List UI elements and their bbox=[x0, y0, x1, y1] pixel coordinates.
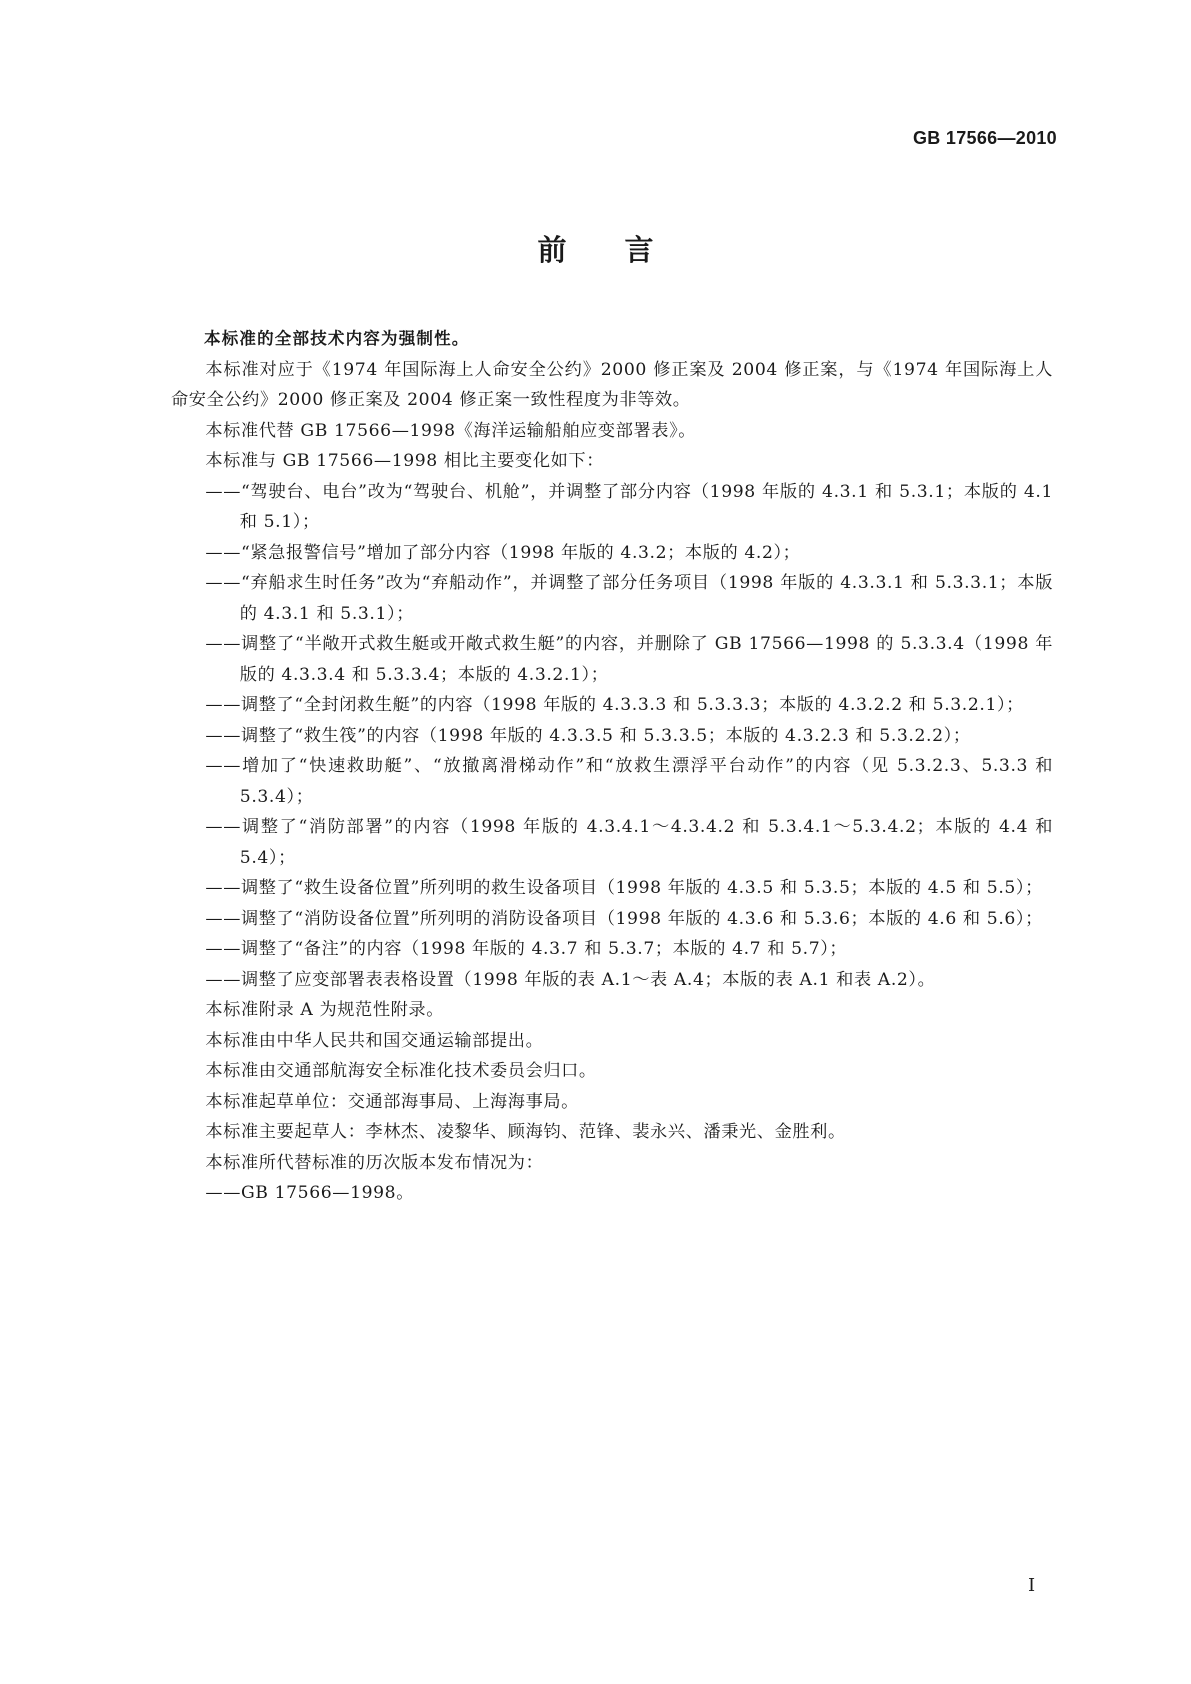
paragraph-annex: 本标准附录 A 为规范性附录。 bbox=[205, 1000, 444, 1020]
page-title: 前言 bbox=[537, 233, 712, 267]
list-item: ——调整了“备注”的内容（1998 年版的 4.3.7 和 5.3.7；本版的 4.7 和 5.7）； bbox=[205, 939, 848, 959]
list-item: ——调整了“消防部署”的内容（1998 年版的 4.3.4.1～4.3.4.2 和 5.3.4.1～5.3.4.2；本版的 4.4 和 5.4）； bbox=[205, 817, 1053, 868]
paragraph-changes-intro: 本标准与 GB 17566—1998 相比主要变化如下： bbox=[205, 451, 604, 471]
mandatory-statement: 本标准的全部技术内容为强制性。 bbox=[204, 329, 470, 348]
paragraph-drafters: 本标准主要起草人：李林杰、凌黎华、顾海钧、范锋、裴永兴、潘秉光、金胜利。 bbox=[205, 1122, 846, 1142]
paragraph-committee: 本标准由交通部航海安全标准化技术委员会归口。 bbox=[205, 1061, 597, 1081]
paragraph-proposer: 本标准由中华人民共和国交通运输部提出。 bbox=[205, 1030, 544, 1051]
list-item: ——调整了“救生筏”的内容（1998 年版的 4.3.3.5 和 5.3.3.5；本版的 4.3.2.3 和 5.3.2.2）； bbox=[205, 725, 971, 746]
standard-number: GB 17566—2010 bbox=[913, 128, 1057, 148]
list-item: ——“弃船求生时任务”改为“弃船动作”，并调整了部分任务项目（1998 年版的 4.3.3.1 和 5.3.3.1；本版的 4.3.1 和 5.3.1）； bbox=[205, 573, 1053, 624]
list-item: ——GB 17566—1998。 bbox=[205, 1183, 414, 1203]
list-item: ——调整了应变部署表表格设置（1998 年版的表 A.1～表 A.4；本版的表 A.1 和表 A.2）。 bbox=[205, 969, 936, 990]
list-item: ——“紧急报警信号”增加了部分内容（1998 年版的 4.3.2；本版的 4.2）； bbox=[205, 542, 801, 563]
paragraph-replaces: 本标准代替 GB 17566—1998《海洋运输船舶应变部署表》。 bbox=[205, 420, 697, 441]
list-item: ——调整了“救生设备位置”所列明的救生设备项目（1998 年版的 4.3.5 和 5.3.5；本版的 4.5 和 5.5）； bbox=[205, 878, 1043, 898]
page-number: I bbox=[1028, 1575, 1036, 1596]
list-item: ——“驾驶台、电台”改为“驾驶台、机舱”，并调整了部分内容（1998 年版的 4.3.1 和 5.3.1；本版的 4.1 和 5.1）； bbox=[205, 481, 1053, 532]
list-item: ——增加了“快速救助艇”、“放撤离滑梯动作”和“放救生漂浮平台动作”的内容（见 5.3.2.3、5.3.3 和 5.3.4）； bbox=[205, 756, 1053, 807]
paragraph-correspondence: 本标准对应于《1974 年国际海上人命安全公约》2000 修正案及 2004 修正案，与《1974 年国际海上人命安全公约》2000 修正案及 2004 修正案一致性程度为非等效。 bbox=[171, 359, 1053, 410]
list-item: ——调整了“消防设备位置”所列明的消防设备项目（1998 年版的 4.3.6 和 5.3.6；本版的 4.6 和 5.6）； bbox=[205, 908, 1043, 929]
list-item: ——调整了“半敞开式救生艇或开敞式救生艇”的内容，并删除了 GB 17566—1998 的 5.3.3.4（1998 年版的 4.3.3.4 和 5.3.3.4；本版的 4.3.2.1）； bbox=[205, 634, 1053, 685]
list-item: ——调整了“全封闭救生艇”的内容（1998 年版的 4.3.3.3 和 5.3.3.3；本版的 4.3.2.2 和 5.3.2.1）； bbox=[205, 695, 1024, 715]
previous-versions-list bbox=[171, 1178, 1053, 1209]
changes-list bbox=[171, 477, 1053, 996]
paragraph-history-intro: 本标准所代替标准的历次版本发布情况为： bbox=[205, 1152, 544, 1173]
document-body bbox=[171, 324, 1053, 1209]
paragraph-drafting-units: 本标准起草单位：交通部海事局、上海海事局。 bbox=[205, 1091, 579, 1112]
